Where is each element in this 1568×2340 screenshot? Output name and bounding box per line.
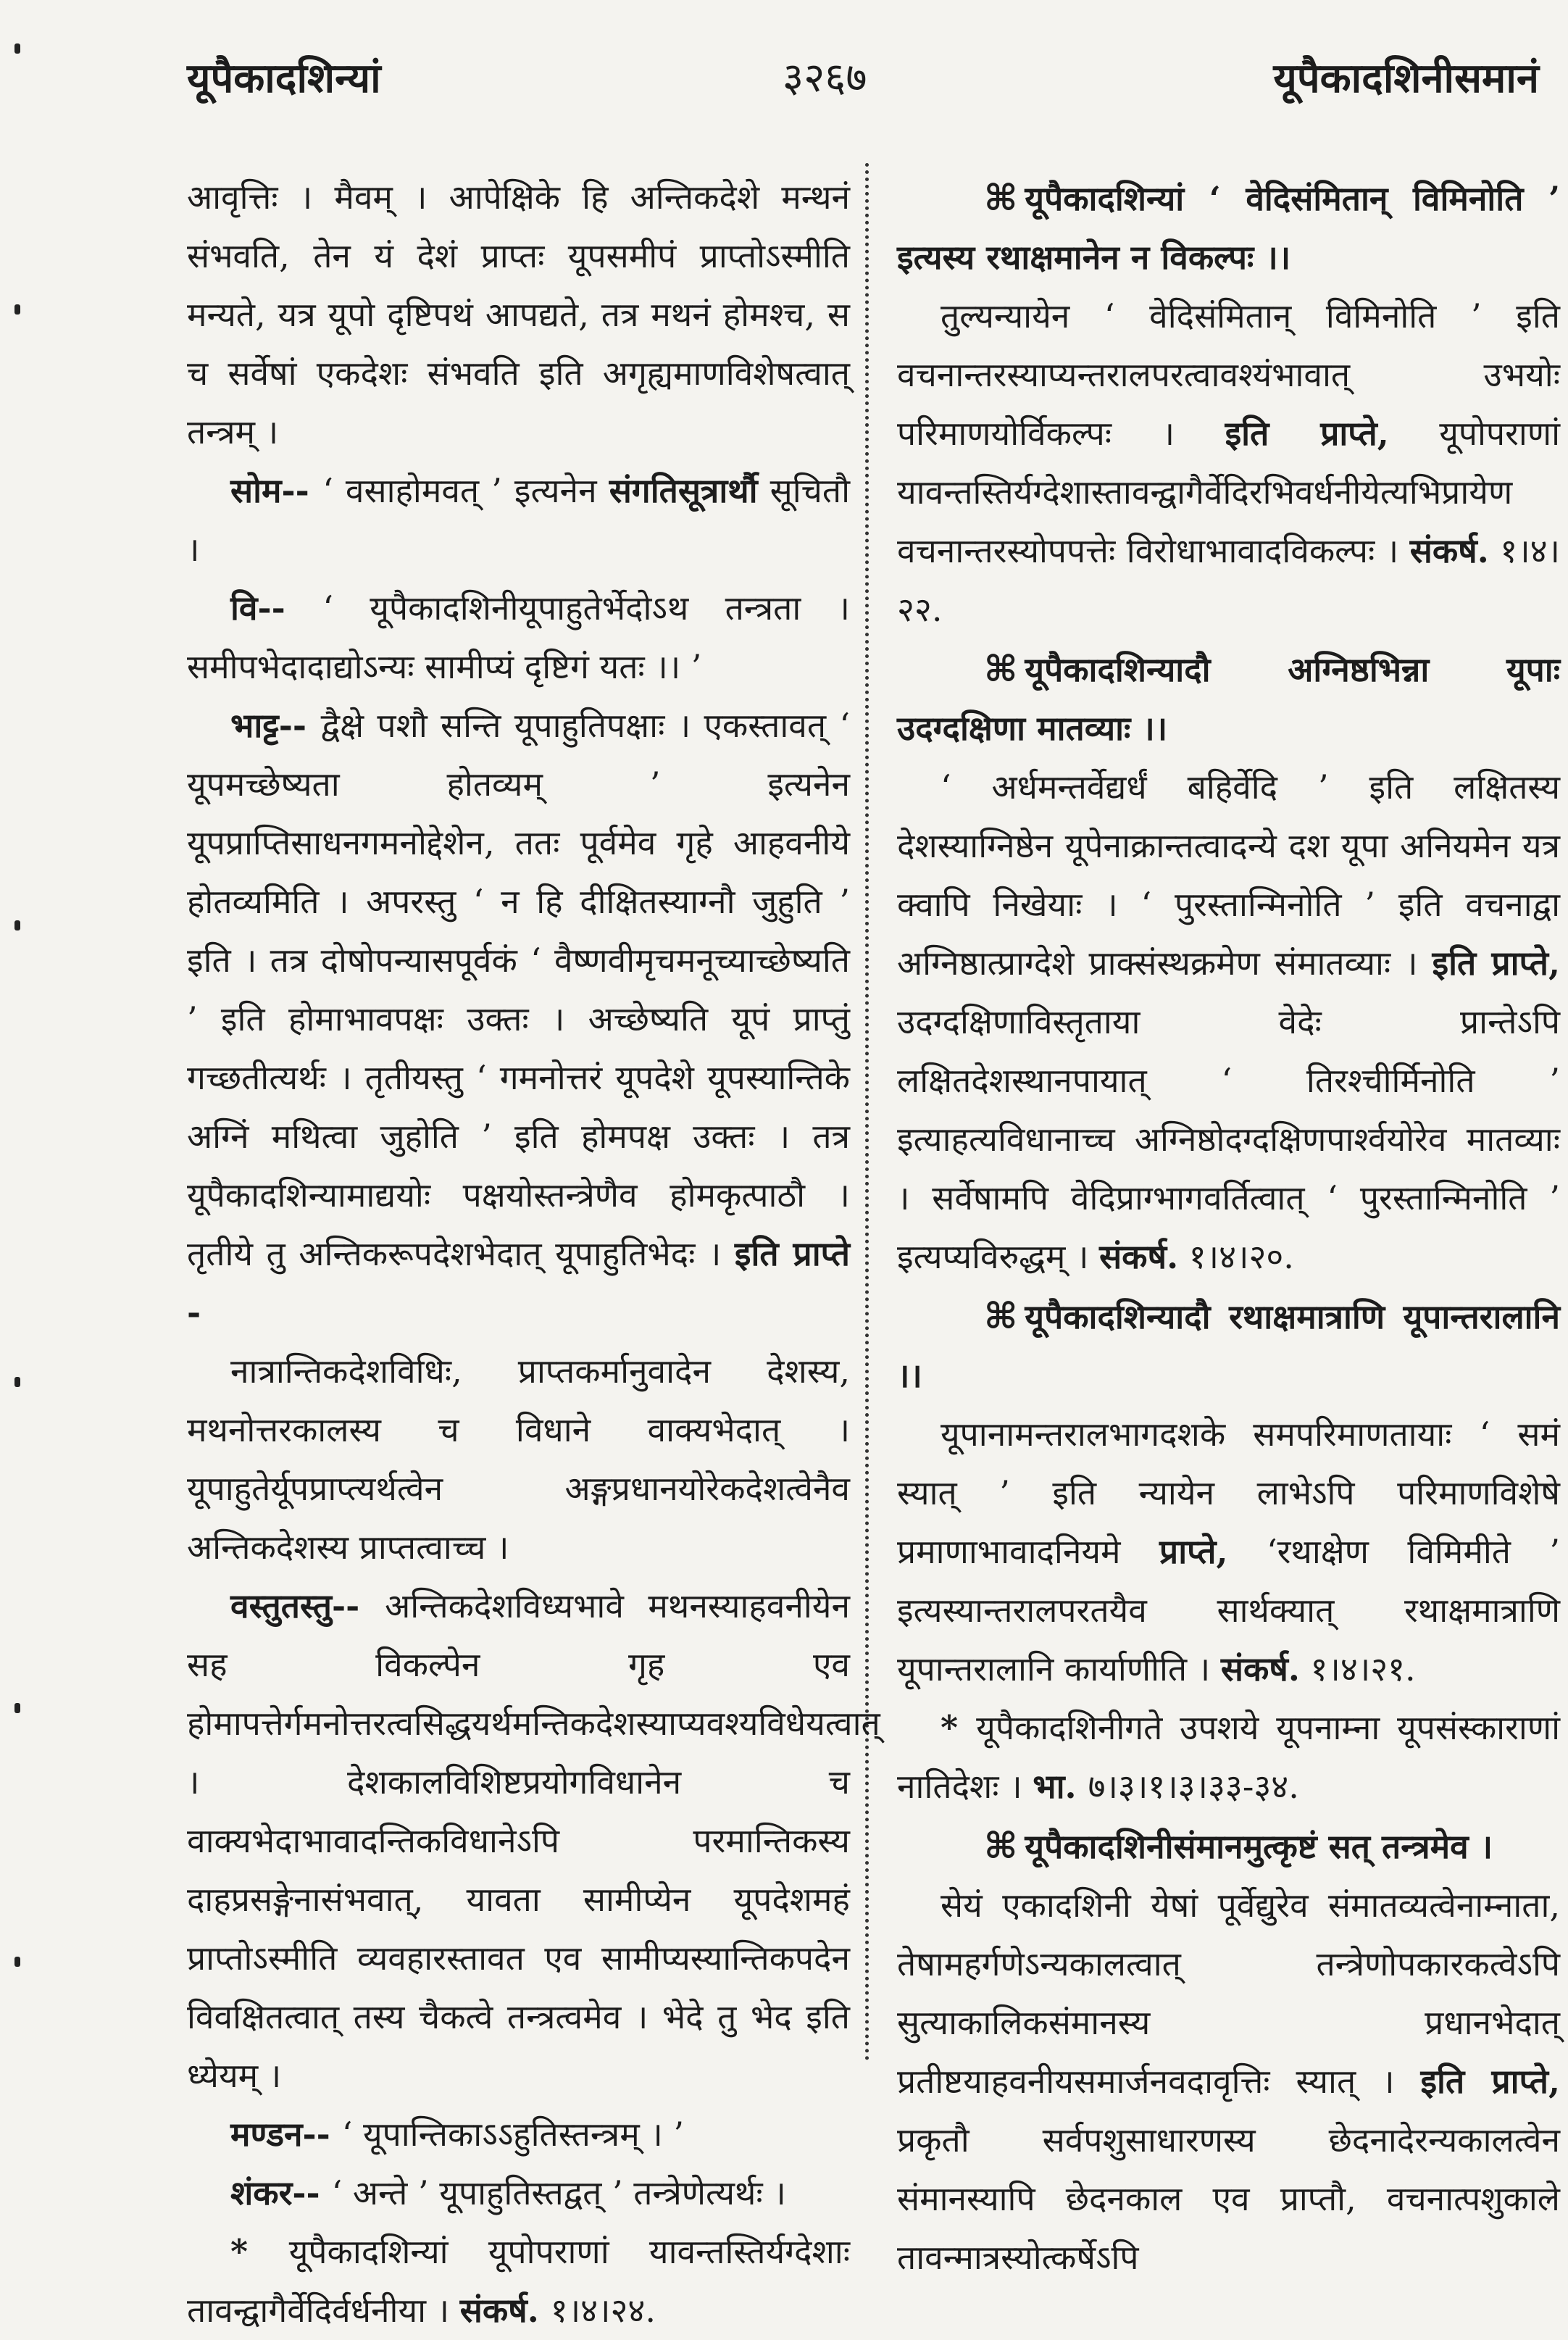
section-heading xyxy=(897,639,1560,758)
citation-number: १।४।२४. xyxy=(550,2291,656,2330)
section-heading xyxy=(897,168,1560,287)
body-paragraph xyxy=(187,168,850,462)
reference-note xyxy=(187,2223,850,2340)
citation-label: संकर्ष. xyxy=(1099,1237,1179,1276)
emphasis-text: प्राप्ते, xyxy=(1159,1532,1228,1571)
citation-number: १।४।२०. xyxy=(1188,1237,1294,1276)
section-heading xyxy=(897,1816,1560,1876)
heading-text: यूपैकादशिन्यां ‘ वेदिसंमितान् विमिनोति ’ इत्यस्य रथाक्षमानेन न विकल्पः ।। xyxy=(897,179,1560,277)
section-mark-icon: ⌘ xyxy=(984,1294,1018,1337)
paragraph-text: ‘ वसाहोमवत् ’ इत्यनेन xyxy=(322,471,597,510)
commentator-label: वस्तुतस्तु-- xyxy=(230,1586,385,1625)
commentator-label: भाट्ट-- xyxy=(230,706,321,745)
running-head-right: यूपैकादशिनीसमानं xyxy=(1273,54,1539,102)
margin-mark xyxy=(14,1703,20,1713)
right-column xyxy=(897,168,1560,2287)
section-mark-icon: ⌘ xyxy=(984,176,1018,219)
commentary-paragraph xyxy=(187,462,850,579)
margin-mark xyxy=(14,1957,20,1967)
commentary-paragraph xyxy=(187,696,850,1342)
commentary-paragraph xyxy=(187,2105,850,2164)
citation-number: १।४।२२. xyxy=(897,531,1560,629)
citation-label: भा. xyxy=(1033,1767,1088,1806)
paragraph-text: सेयं एकादशिनी येषां पूर्वेद्युरेव संमातव्यत्वेनाम्नाता, तेषामहर्गणेऽन्यकालत्वात् तन्त्रेणोपकारकत्वेऽपि सुत्याकालिकसंमानस्य प्रधानभेदात् प्रतीष्टयाहवनीयसमार्जनवदावृत्तिः स्यात् । xyxy=(897,1886,1560,2101)
commentator-label: शंकर-- xyxy=(230,2173,332,2212)
body-paragraph xyxy=(897,287,1560,639)
body-paragraph xyxy=(187,1342,850,1577)
emphasis-text: इति प्राप्ते, xyxy=(1225,414,1389,453)
column-divider xyxy=(865,163,869,2062)
citation-label: संकर्ष. xyxy=(1220,1649,1300,1689)
star-icon: * xyxy=(230,2232,289,2271)
heading-text: यूपैकादशिन्यादौ रथाक्षमात्राणि यूपान्तरालानि ।। xyxy=(897,1297,1560,1395)
paragraph-text: नात्रान्तिकदेशविधिः, प्राप्तकर्मानुवादेन देशस्य, मथनोत्तरकालस्य च विधाने वाक्यभेदात् । यूपाहुतेर्यूपप्राप्त्यर्थत्वेन अङ्गप्रधानयोरेकदेशत्वेनैव अन्तिकदेशस्य प्राप्तत्वाच्च । xyxy=(187,1352,850,1567)
body-paragraph xyxy=(897,1876,1560,2287)
section-mark-icon: ⌘ xyxy=(984,1824,1018,1867)
commentator-label: मण्डन-- xyxy=(230,2115,342,2154)
paragraph-text: तुल्यन्यायेन ‘ वेदिसंमितान् विमिनोति ’ इति वचनान्तरस्याप्यन्तरालपरत्वावश्यंभावात् उभयोः परिमाणयोर्विकल्पः । xyxy=(897,296,1560,453)
paragraph-text: ‘रथाक्षेण विमिमीते ’ इत्यस्यान्तरालपरतयैव सार्थक्यात् रथाक्षमात्राणि यूपान्तरालानि कार्याणीति । xyxy=(897,1532,1561,1689)
paragraph-text: अन्तिकदेशविध्यभावे मथनस्याहवनीयेन सह विकल्पेन गृह एव होमापत्तेर्गमनोत्तरत्वसिद्धयर्थमन्तिकदेशस्याप्यवश्यविधेयत्वात् । देशकालविशिष्टप्रयोगविधानेन च वाक्यभेदाभावादन्तिकविधानेऽपि परमान्तिकस्य दाहप्रसङ्गेनासंभवात्, यावता सामीप्येन यूपदेशमहं प्राप्तोऽस्मीति व्यवहारस्तावत एव सामीप्यस्यान्तिकपदेन विवक्षितत्वात् तस्य चैकत्वे तन्त्रत्वमेव । भेदे तु भेद इति ध्येयम् । xyxy=(187,1586,880,2095)
body-paragraph xyxy=(897,758,1560,1286)
star-icon: * xyxy=(941,1708,977,1747)
page-number: ३२६७ xyxy=(783,54,867,101)
section-mark-icon: ⌘ xyxy=(984,647,1018,690)
commentary-paragraph xyxy=(187,2164,850,2223)
emphasis-text: इति प्राप्ते, xyxy=(1432,944,1561,983)
paragraph-text: ‘ अर्धमन्तर्वेद्यर्धं बहिर्वेदि ’ इति लक्षितस्य देशस्याग्निष्ठेन यूपेनाक्रान्तत्वादन्ये दश यूपा अनियमेन यत्र क्वापि निखेयाः । ‘ पुरस्तान्मिनोति ’ इति वचनाद्वा अग्निष्ठात्प्राग्देशे प्राक्संस्थक्रमेण संमातव्याः । xyxy=(897,767,1560,983)
heading-text: यूपैकादशिन्यादौ अग्निष्ठभिन्ना यूपाः उदग्दक्षिणा मातव्याः ।। xyxy=(897,650,1560,748)
paragraph-text: आवृत्तिः । मैवम् । आपेक्षिके हि अन्तिकदेशे मन्थनं संभवति, तेन यं देशं प्राप्तः यूपसमीपं प्राप्तोऽस्मीति मन्यते, यत्र यूपो दृष्टिपथं आपद्यते, तत्र मथनं होमश्च, स च सर्वेषां एकदेशः संभवति इति अगृह्यमाणविशेषत्वात् तन्त्रम् । xyxy=(187,178,850,451)
margin-mark xyxy=(14,304,20,315)
body-paragraph xyxy=(897,1405,1560,1699)
margin-mark xyxy=(14,920,20,930)
commentator-label: सोम-- xyxy=(230,471,323,510)
section-heading xyxy=(897,1286,1560,1405)
margin-mark xyxy=(14,43,20,54)
running-head-left: यूपैकादशिन्यां xyxy=(187,54,381,102)
paragraph-text: प्रकृतौ सर्वपशुसाधारणस्य छेदनादेरन्यकालत्वेन संमानस्यापि छेदनकाल एव प्राप्तौ, वचनात्पशुकाले तावन्मात्रस्योत्कर्षेऽपि xyxy=(897,2120,1560,2277)
emphasis-text: संगतिसूत्रार्थौ xyxy=(609,471,758,510)
paragraph-text: द्वैक्षे पशौ सन्ति यूपाहुतिपक्षाः । एकस्तावत् ‘ यूपमच्छेष्यता होतव्यम् ’ इत्यनेन यूपप्राप्तिसाधनगमनोद्देशेन, ततः पूर्वमेव गृहे आहवनीये होतव्यमिति । अपरस्तु ‘ न हि दीक्षितस्याग्नौ जुहुति ’ इति । तत्र दोषोपन्यासपूर्वकं ‘ वैष्णवीमृचमनूच्याच्छेष्यति ’ इति होमाभावपक्षः उक्तः । अच्छेष्यति यूपं प्राप्तुं गच्छतीत्यर्थः । तृतीयस्तु ‘ गमनोत्तरं यूपदेशे यूपस्यान्तिके अग्निं मथित्वा जुहोति ’ इति होमपक्ष उक्तः । तत्र यूपैकादशिन्यामाद्ययोः पक्षयोस्तन्त्रेणैव होमकृत्पाठौ । तृतीये तु अन्तिकरूपदेशभेदात् यूपाहुतिभेदः । xyxy=(187,706,850,1273)
heading-text: यूपैकादशिनीसंमानमुत्कृष्टं सत् तन्त्रमेव । xyxy=(1025,1827,1493,1866)
citation-number: ७।३।१।३।३३-३४. xyxy=(1088,1767,1299,1806)
paragraph-text: यूपैकादशिनीगते उपशये यूपनाम्ना यूपसंस्काराणां नातिदेशः । xyxy=(897,1708,1560,1806)
paragraph-text: यूपोपराणां यावन्तस्तिर्यग्देशास्तावन्द्वागैर्वेदिरभिवर्धनीयेत्यभिप्रायेण वचनान्तरस्योपपत्तेः विरोधाभावादविकल्पः । xyxy=(897,414,1561,570)
paragraph-text: ‘ यूपैकादशिनीयूपाहुतेर्भेदोऽथ तन्त्रता । समीपभेदादाद्योऽन्यः सामीप्यं दृष्टिगं यतः ।। ’ xyxy=(187,588,850,686)
paragraph-text: उदग्दक्षिणाविस्तृताया वेदेः प्रान्तेऽपि लक्षितदेशस्थानपायात् ‘ तिरश्चीर्मिनोति ’ इत्याहत्यविधानाच्च अग्निष्ठोदग्दक्षिणपार्श्वयोरेव मातव्याः । सर्वेषामपि वेदिप्राग्भागवर्तित्वात् ‘ पुरस्तान्मिनोति ’ इत्यप्यविरुद्धम् । xyxy=(897,1002,1560,1276)
reference-note xyxy=(897,1699,1560,1816)
commentator-label: वि-- xyxy=(230,588,323,628)
citation-label: संकर्ष. xyxy=(459,2291,551,2330)
citation-number: १।४।२१. xyxy=(1310,1649,1416,1689)
paragraph-text: ‘ यूपान्तिकाऽऽहुतिस्तन्त्रम् । ’ xyxy=(341,2115,685,2154)
paragraph-text: सूचितौ । xyxy=(187,471,850,569)
emphasis-text: इति प्राप्ते, xyxy=(1420,2062,1560,2101)
left-column xyxy=(187,168,880,2340)
citation-label: संकर्ष. xyxy=(1409,531,1489,570)
paragraph-text: यूपानामन्तरालभागदशके समपरिमाणतायाः ‘ समं स्यात् ’ इति न्यायेन लाभेऽपि परिमाणविशेषे प्रमाणाभावादनियमे xyxy=(897,1415,1560,1571)
paragraph-text: ‘ अन्ते ’ यूपाहुतिस्तद्वत् ’ तन्त्रेणेत्यर्थः । xyxy=(331,2173,786,2212)
margin-mark xyxy=(14,1377,20,1387)
paragraph-text: यूपैकादशिन्यां यूपोपराणां यावन्तस्तिर्यग्देशाः तावन्द्वागैर्वेदिर्वर्धनीया । xyxy=(187,2232,850,2330)
commentary-paragraph xyxy=(187,1577,880,2105)
commentary-paragraph xyxy=(187,579,850,696)
emphasis-text: इति प्राप्ते - xyxy=(187,1234,850,1332)
